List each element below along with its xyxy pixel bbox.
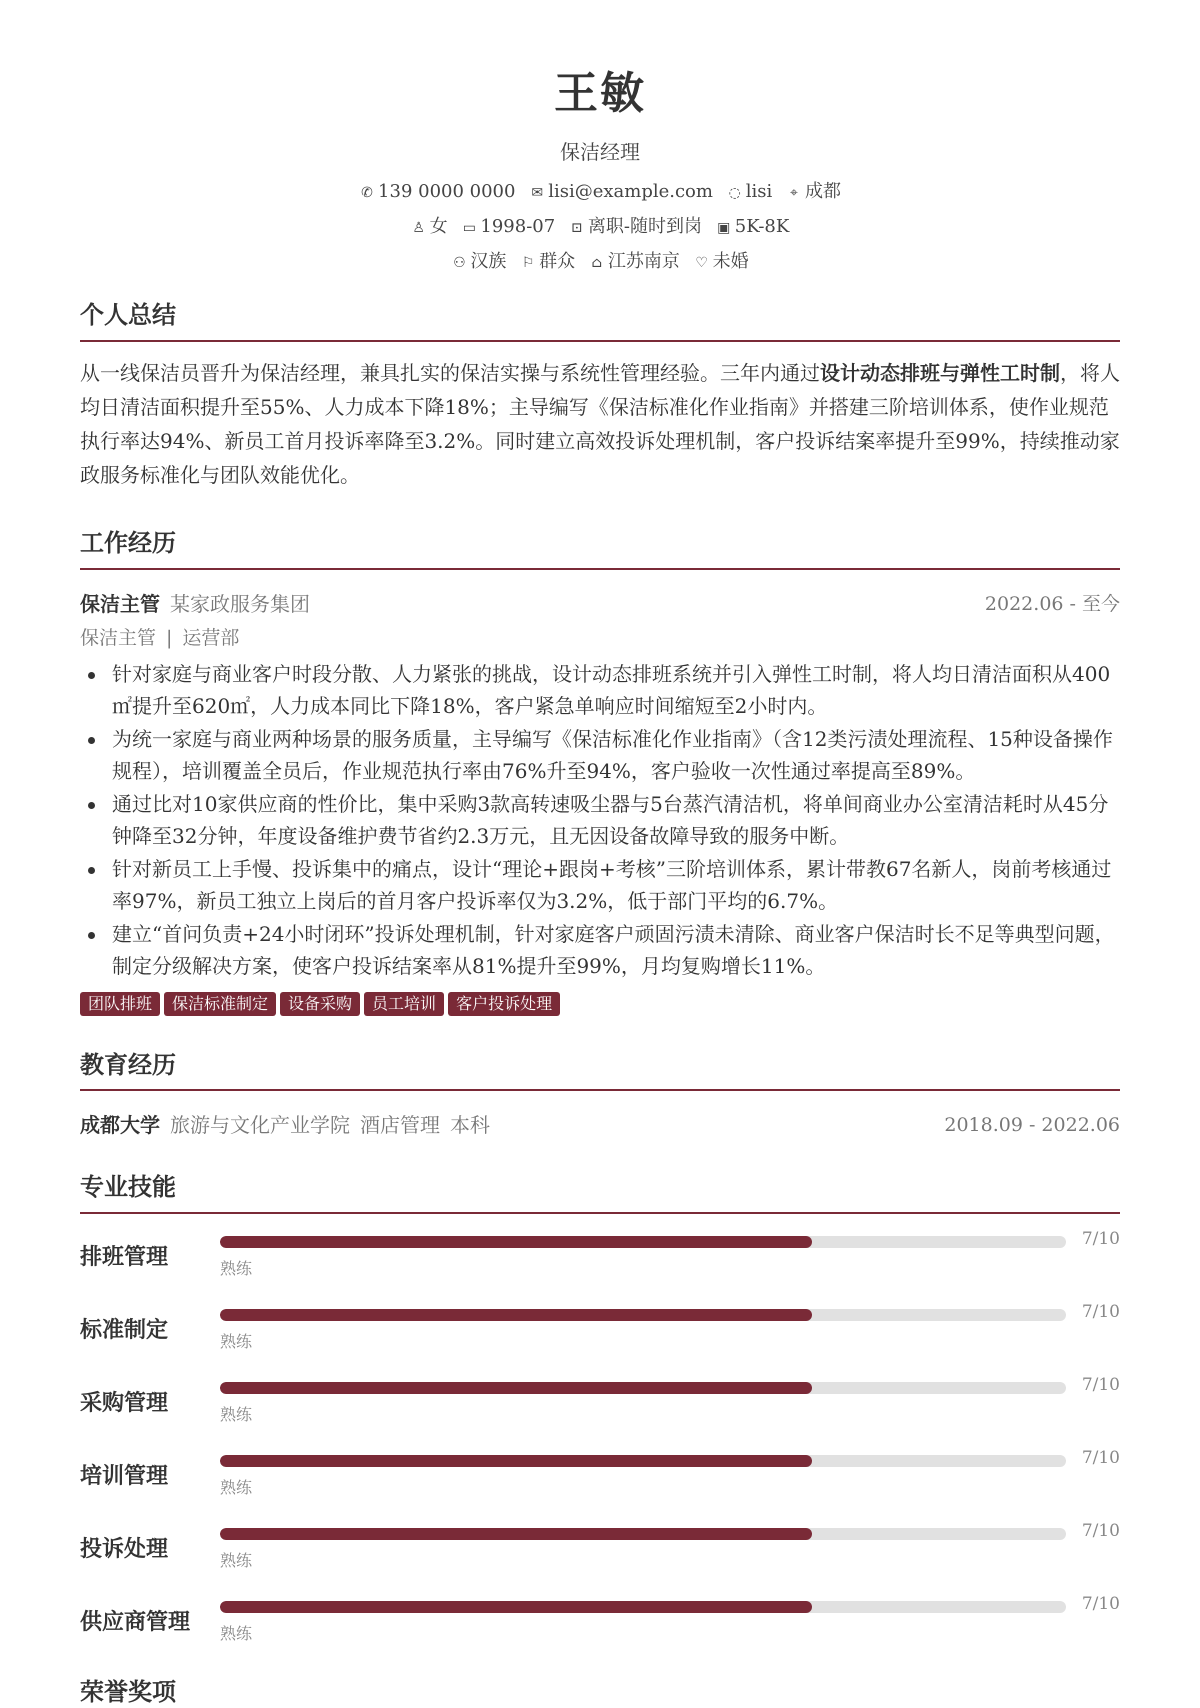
tag: 团队排班: [80, 992, 160, 1016]
job-separator: |: [166, 627, 173, 649]
section-title-skills: 专业技能: [80, 1172, 176, 1201]
skill-row: [80, 1520, 1120, 1593]
phone-icon: ✆: [361, 185, 373, 201]
skill-level: 熟练: [220, 1551, 253, 1570]
skill-score: 7/10: [1081, 1375, 1120, 1395]
section-divider: [80, 1089, 1120, 1091]
skill-bar-fill: [220, 1309, 812, 1321]
birth-text: 1998-07: [480, 216, 556, 237]
political-text: 群众: [539, 251, 576, 272]
ethnicity-text: 汉族: [470, 251, 507, 272]
skill-level: 熟练: [220, 1332, 253, 1351]
details-line: [80, 250, 1120, 275]
heart-icon: ♡: [695, 255, 708, 271]
contact-email[interactable]: [529, 180, 713, 205]
tag: 客户投诉处理: [448, 992, 560, 1016]
skill-bar-fill: [220, 1236, 812, 1248]
home-icon: ⌂: [591, 255, 603, 271]
salary-item: [716, 215, 790, 240]
mail-icon: ✉: [531, 185, 544, 201]
education-date: 2018.09 - 2022.06: [944, 1114, 1120, 1136]
summary-highlight: 设计动态排班与弹性工时制: [820, 361, 1060, 385]
group-icon: ⚇: [453, 255, 466, 271]
calendar-icon: ▭: [462, 220, 476, 236]
section-title-summary: 个人总结: [80, 300, 176, 329]
contact-phone[interactable]: [359, 180, 515, 205]
resume-header: [80, 66, 1120, 275]
summary-text: [80, 356, 1120, 492]
birth-item: [461, 215, 555, 240]
salary-text: 5K-8K: [734, 216, 790, 237]
contact-line: [80, 180, 1120, 205]
status-text: 离职-随时到岗: [587, 216, 703, 237]
skill-bar: [220, 1455, 1066, 1467]
education-major: 酒店管理: [360, 1113, 440, 1137]
flag-icon: ⚐: [521, 255, 535, 271]
list-item: 建立“首问负责+24小时闭环”投诉处理机制，针对家庭客户顽固污渍未清除、商业客户保洁时长不足等典型问题，制定分级解决方案，使客户投诉结案率从81%提升至99%，月均复购增长11%。: [80, 918, 1120, 982]
skill-name: 投诉处理: [80, 1536, 169, 1562]
hometown-item: [589, 250, 680, 275]
person-icon: ♙: [412, 220, 425, 236]
skill-row: [80, 1374, 1120, 1447]
education-degree: 本科: [450, 1113, 490, 1137]
skill-row: [80, 1301, 1120, 1374]
skill-bar-fill: [220, 1455, 812, 1467]
skill-name: 排班管理: [80, 1244, 169, 1270]
skill-name: 标准制定: [80, 1317, 169, 1343]
job-title: 保洁经理: [560, 140, 640, 164]
skill-level: 熟练: [220, 1478, 253, 1497]
list-item: 为统一家庭与商业两种场景的服务质量，主导编写《保洁标准化作业指南》（含12类污渍处理流程、15种设备操作规程），培训覆盖全员后，作业规范执行率由76%升至94%，客户验收一次性通过率提高至89%。: [80, 723, 1120, 787]
skill-bar: [220, 1236, 1066, 1248]
section-title-work: 工作经历: [80, 528, 176, 557]
ethnicity-item: [451, 250, 506, 275]
tag: 设备采购: [280, 992, 360, 1016]
hometown-text: 江苏南京: [607, 251, 680, 272]
briefcase-icon: ⊡: [571, 220, 583, 236]
section-divider: [80, 340, 1120, 342]
skill-bar: [220, 1528, 1066, 1540]
section-divider: [80, 568, 1120, 570]
location-icon: ⌖: [790, 185, 798, 201]
skill-bar-fill: [220, 1528, 812, 1540]
political-item: [520, 250, 575, 275]
skill-row: [80, 1228, 1120, 1301]
job-company: 某家政服务集团: [170, 592, 310, 616]
skills-list: [80, 1228, 1120, 1666]
job-date: 2022.06 - 至今: [984, 593, 1120, 615]
job-bullets: [80, 658, 1120, 983]
marital-text: 未婚: [712, 251, 749, 272]
job-department: 运营部: [182, 627, 240, 649]
skill-bar-fill: [220, 1382, 812, 1394]
contact-location: [786, 180, 841, 205]
job-role: 保洁主管: [80, 627, 157, 649]
skill-level: 熟练: [220, 1624, 253, 1643]
section-title-honors: 荣誉奖项: [80, 1677, 176, 1706]
money-icon: ▣: [717, 220, 731, 236]
gender-text: 女: [429, 216, 448, 237]
skill-bar: [220, 1601, 1066, 1613]
location-text: 成都: [804, 181, 841, 202]
email-text: lisi@example.com: [548, 181, 713, 202]
job-subline: [80, 624, 239, 652]
phone-text: 139 0000 0000: [378, 181, 516, 202]
education-school: 成都大学: [80, 1113, 160, 1137]
skill-bar-fill: [220, 1601, 812, 1613]
skill-score: 7/10: [1081, 1302, 1120, 1322]
personal-line: [80, 215, 1120, 240]
job-position: 保洁主管: [80, 592, 160, 616]
marital-item: [694, 250, 749, 275]
skill-score: 7/10: [1081, 1448, 1120, 1468]
tag: 保洁标准制定: [164, 992, 276, 1016]
skill-name: 培训管理: [80, 1463, 169, 1489]
skill-score: 7/10: [1081, 1594, 1120, 1614]
list-item: 针对新员工上手慢、投诉集中的痛点，设计“理论+跟岗+考核”三阶培训体系，累计带教67名新人，岗前考核通过率97%，新员工独立上岗后的首月客户投诉率仅为3.2%，低于部门平均的6.7%。: [80, 853, 1120, 917]
list-item: 针对家庭与商业客户时段分散、人力紧张的挑战，设计动态排班系统并引入弹性工时制，将人均日清洁面积从400㎡提升至620㎡，人力成本同比下降18%，客户紧急单响应时间缩短至2小时内。: [80, 658, 1120, 722]
education-entry: [80, 1110, 1120, 1140]
tag: 员工培训: [364, 992, 444, 1016]
job-tags: [80, 992, 564, 1016]
skill-bar: [220, 1382, 1066, 1394]
summary-part2: ，将人均日清洁面积提升至55%、人力成本下降18%；主导编写《保洁标准化作业指南》并搭建三阶培训体系，使作业规范执行率达94%、新员工首月投诉率降至3.2%。同时建立高效投诉处理机制，客户投诉结案率提升至99%，持续推动家政服务标准化与团队效能优化。: [80, 361, 1120, 487]
skill-name: 采购管理: [80, 1390, 169, 1416]
skill-score: 7/10: [1081, 1229, 1120, 1249]
education-college: 旅游与文化产业学院: [170, 1113, 350, 1137]
skill-row: [80, 1447, 1120, 1520]
skill-level: 熟练: [220, 1405, 253, 1424]
contact-wechat: [727, 180, 773, 205]
skill-bar: [220, 1309, 1066, 1321]
resume-page: [80, 0, 1120, 1706]
job-header: [80, 589, 1120, 619]
summary-part1: 从一线保洁员晋升为保洁经理，兼具扎实的保洁实操与系统性管理经验。三年内通过: [80, 361, 820, 385]
wechat-icon: ◌: [728, 185, 741, 201]
skill-score: 7/10: [1081, 1521, 1120, 1541]
wechat-text: lisi: [745, 181, 773, 202]
skill-row: [80, 1593, 1120, 1666]
gender-item: [411, 215, 448, 240]
list-item: 通过比对10家供应商的性价比，集中采购3款高转速吸尘器与5台蒸汽清洁机，将单间商业办公室清洁耗时从45分钟降至32分钟，年度设备维护费节省约2.3万元，且无因设备故障导致的服务中断。: [80, 788, 1120, 852]
candidate-name: 王敏: [554, 68, 646, 119]
section-title-education: 教育经历: [80, 1050, 176, 1079]
status-item: [569, 215, 702, 240]
section-divider: [80, 1212, 1120, 1214]
skill-level: 熟练: [220, 1259, 253, 1278]
skill-name: 供应商管理: [80, 1609, 191, 1635]
